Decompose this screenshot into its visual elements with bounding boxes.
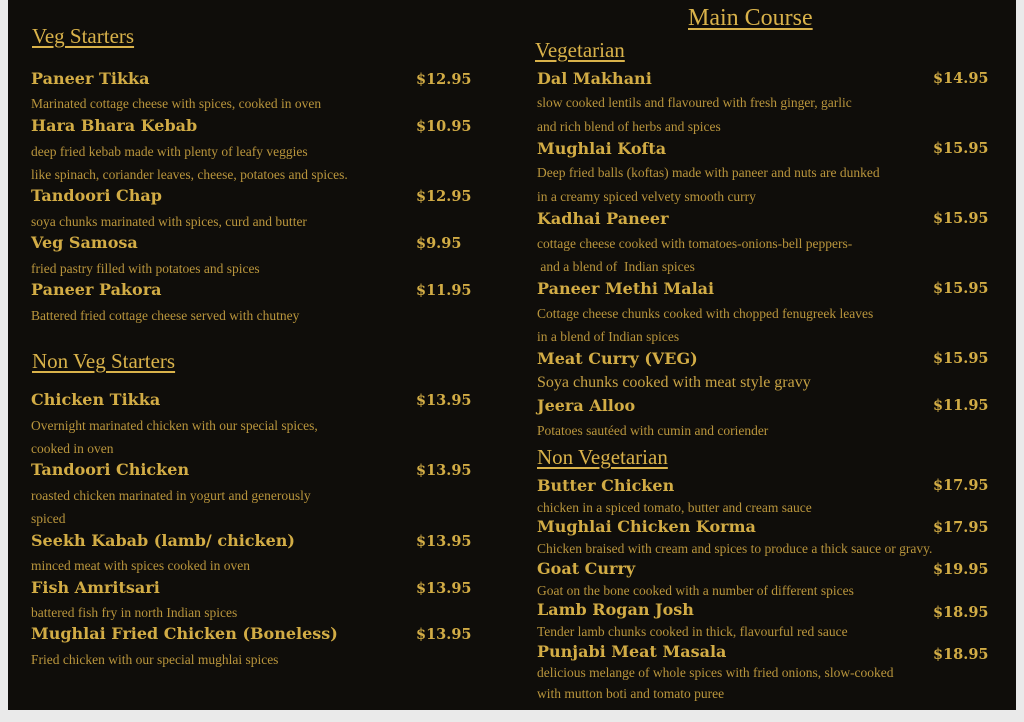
dish-description: Battered fried cottage cheese served with chutney [31, 308, 300, 323]
dish-name: Tandoori Chicken [31, 460, 190, 479]
vegetarian-heading: Vegetarian [535, 38, 625, 62]
non-vegetarian-heading: Non Vegetarian [537, 445, 668, 469]
dish-description: and rich blend of herbs and spices [537, 119, 721, 134]
dish-name: Kadhai Paneer [537, 209, 669, 228]
dish-price: $13.95 [416, 462, 472, 479]
dish-name: Lamb Rogan Josh [537, 600, 694, 619]
dish-description: in a creamy spiced velvety smooth curry [537, 189, 756, 204]
dish-description: Tender lamb chunks cooked in thick, flavourful red sauce [537, 624, 848, 639]
dish-description: Cottage cheese chunks cooked with chopped fenugreek leaves [537, 306, 874, 321]
dish-name: Chicken Tikka [31, 390, 161, 409]
dish-name: Seekh Kabab (lamb/ chicken) [31, 531, 295, 550]
dish-name: Tandoori Chap [31, 186, 162, 205]
dish-name: Paneer Tikka [31, 69, 150, 88]
dish-name: Mughlai Kofta [537, 139, 667, 158]
non-veg-starters-heading: Non Veg Starters [32, 349, 176, 373]
dish-price: $12.95 [416, 71, 472, 88]
dish-description: with mutton boti and tomato puree [537, 686, 725, 701]
dish-description: Fried chicken with our special mughlai spices [31, 652, 279, 667]
dish-price: $14.95 [933, 70, 989, 87]
dish-name: Meat Curry (VEG) [537, 349, 698, 368]
dish-price: $17.95 [933, 477, 989, 494]
dish-description: and a blend of Indian spices [537, 259, 695, 274]
dish-price: $15.95 [933, 210, 989, 227]
dish-description: minced meat with spices cooked in oven [31, 558, 250, 573]
dish-name: Veg Samosa [31, 233, 138, 252]
dish-description: like spinach, coriander leaves, cheese, potatoes and spices. [31, 167, 348, 182]
dish-description: battered fish fry in north Indian spices [31, 605, 238, 620]
dish-price: $13.95 [416, 533, 472, 550]
dish-description: deep fried kebab made with plenty of leafy veggies [31, 144, 308, 159]
dish-description: Chicken braised with cream and spices to produce a thick sauce or gravy. [537, 541, 933, 556]
dish-price: $13.95 [416, 626, 472, 643]
dish-price: $9.95 [416, 235, 462, 252]
dish-description: Deep fried balls (koftas) made with paneer and nuts are dunked [537, 165, 880, 180]
dish-price: $15.95 [933, 350, 989, 367]
dish-price: $11.95 [416, 282, 472, 299]
dish-description: soya chunks marinated with spices, curd and butter [31, 214, 307, 229]
dish-price: $11.95 [933, 397, 989, 414]
dish-name: Mughlai Chicken Korma [537, 517, 756, 536]
dish-price: $19.95 [933, 561, 989, 578]
dish-price: $18.95 [933, 604, 989, 621]
dish-price: $12.95 [416, 188, 472, 205]
dish-name: Goat Curry [537, 559, 636, 578]
dish-price: $10.95 [416, 118, 472, 135]
dish-price: $15.95 [933, 280, 989, 297]
dish-price: $13.95 [416, 580, 472, 597]
dish-description: in a blend of Indian spices [537, 329, 680, 344]
dish-description: Soya chunks cooked with meat style gravy [537, 374, 811, 391]
dish-name: Hara Bhara Kebab [31, 116, 198, 135]
dish-description: spiced [31, 511, 66, 526]
veg-starters-heading: Veg Starters [32, 24, 135, 48]
dish-name: Mughlai Fried Chicken (Boneless) [31, 624, 338, 643]
dish-description: chicken in a spiced tomato, butter and cream sauce [537, 500, 812, 515]
dish-description: slow cooked lentils and flavoured with fresh ginger, garlic [537, 95, 852, 110]
dish-description: Potatoes sautéed with cumin and coriender [537, 423, 769, 438]
dish-description: Marinated cottage cheese with spices, cooked in oven [31, 96, 322, 111]
dish-price: $18.95 [933, 646, 989, 663]
dish-description: delicious melange of whole spices with fried onions, slow-cooked [537, 665, 894, 680]
dish-price: $15.95 [933, 140, 989, 157]
dish-name: Fish Amritsari [31, 578, 160, 597]
menu-page [8, 0, 1016, 710]
dish-name: Dal Makhani [537, 69, 652, 88]
dish-name: Jeera Alloo [537, 396, 636, 415]
dish-description: roasted chicken marinated in yogurt and generously [31, 488, 311, 503]
dish-description: Goat on the bone cooked with a number of different spices [537, 583, 854, 598]
dish-description: cottage cheese cooked with tomatoes-onions-bell peppers- [537, 236, 853, 251]
main-course-title: Main Course [688, 5, 813, 31]
dish-price: $17.95 [933, 519, 989, 536]
dish-name: Punjabi Meat Masala [537, 642, 727, 661]
dish-name: Paneer Methi Malai [537, 279, 715, 298]
dish-description: Overnight marinated chicken with our special spices, [31, 418, 318, 433]
dish-description: fried pastry filled with potatoes and spices [31, 261, 260, 276]
dish-price: $13.95 [416, 392, 472, 409]
dish-name: Paneer Pakora [31, 280, 162, 299]
dish-name: Butter Chicken [537, 476, 675, 495]
dish-description: cooked in oven [31, 441, 114, 456]
